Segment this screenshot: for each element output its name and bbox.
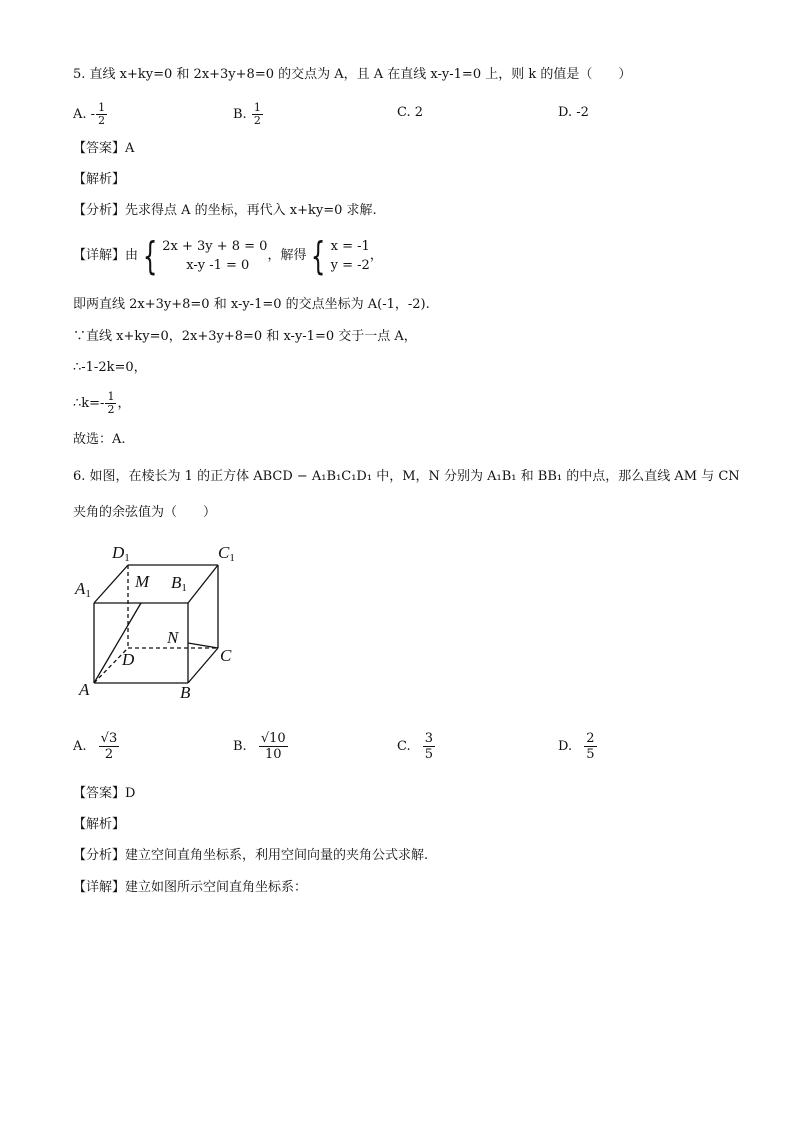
- option-letter: D.: [558, 105, 573, 120]
- label-b1: B1: [171, 573, 187, 594]
- q6-option-a: [73, 731, 120, 762]
- q5-line-3: ∴-1-2k=0，: [73, 360, 147, 375]
- solve-word: ，解得: [267, 248, 307, 263]
- solution-eq-1: x = -1: [330, 238, 370, 254]
- option-text: 2: [414, 105, 424, 120]
- q6-stem-line-2: 夹角的余弦值为（ ）: [73, 505, 217, 520]
- label-n: N: [167, 628, 179, 647]
- frac-den: 5: [424, 747, 434, 762]
- option-letter: C.: [397, 105, 411, 120]
- q5-stem: 5. 直线 x+ky=0 和 2x+3y+8=0 的交点为 A，且 A 在直线 x-y-1=0 上，则 k 的值是（ ）: [73, 67, 632, 82]
- q6-fenxi: [73, 847, 428, 865]
- fraction: [105, 391, 116, 416]
- q5-line-4: [73, 391, 130, 416]
- option-letter: A.: [73, 107, 87, 122]
- q5-option-a: [73, 102, 108, 127]
- label-m: M: [135, 572, 150, 591]
- q5-answer: [73, 140, 134, 158]
- system-eq-2: x-y -1 = 0: [186, 257, 250, 273]
- label-d1: D1: [112, 543, 130, 564]
- label-c: C: [220, 646, 232, 665]
- fraction: [252, 102, 263, 127]
- line4-pre: ∴k=-: [73, 396, 105, 411]
- answer-tag: 【答案】: [73, 141, 126, 156]
- answer-value: D: [125, 786, 136, 801]
- q5-option-b: [233, 102, 264, 127]
- q5-option-d: [558, 104, 589, 122]
- q6-analysis-tag: 【解析】: [73, 817, 126, 832]
- answer-value: A: [125, 141, 135, 156]
- edge-bc: [188, 648, 218, 683]
- cube-figure: [70, 540, 250, 705]
- q6-option-d: [558, 731, 598, 762]
- segment-am: [94, 603, 141, 683]
- fenxi-tag: 【分析】: [73, 848, 126, 863]
- frac-den: 2: [253, 114, 261, 127]
- left-brace-icon: {: [311, 233, 326, 278]
- label-a: A: [79, 680, 90, 699]
- label-a1: A1: [75, 579, 91, 600]
- fraction: [259, 731, 288, 762]
- q6-stem-line-1: 6. 如图，在棱长为 1 的正方体 ABCD − A₁B₁C₁D₁ 中，M，N 分别为 A₁B₁ 和 BB₁ 的中点，那么直线 AM 与 CN: [73, 469, 740, 484]
- system-eq-1: 2x + 3y + 8 = 0: [162, 238, 268, 254]
- frac-den: 2: [104, 747, 114, 762]
- solution-system: [331, 237, 370, 275]
- xiangjie-tag: 【详解】: [73, 880, 126, 895]
- option-letter: B.: [233, 107, 247, 122]
- solution-tail: ，: [369, 248, 383, 263]
- q5-option-c: [397, 104, 423, 122]
- option-sign: -: [90, 107, 96, 122]
- frac-num: 1: [98, 101, 106, 114]
- equation-system: [162, 237, 267, 275]
- q5-line-5: 故选：A.: [73, 432, 126, 447]
- option-text: -2: [576, 105, 589, 120]
- option-letter: A.: [73, 739, 87, 754]
- answer-tag: 【答案】: [73, 786, 126, 801]
- fenxi-text: 建立空间直角坐标系，利用空间向量的夹角公式求解.: [125, 848, 429, 863]
- frac-num: √10: [260, 731, 286, 746]
- frac-num: √3: [100, 731, 118, 746]
- line4-tail: ，: [117, 396, 131, 411]
- xiangjie-pre: 由: [125, 248, 139, 263]
- q5-line-2: ∵直线 x+ky=0，2x+3y+8=0 和 x-y-1=0 交于一点 A，: [73, 329, 417, 344]
- label-b: B: [180, 683, 191, 702]
- fraction: [423, 731, 435, 762]
- edge-b1c1: [188, 565, 218, 603]
- xiangjie-tag: 【详解】: [73, 248, 126, 263]
- fraction: [99, 731, 120, 762]
- frac-num: 2: [586, 731, 595, 746]
- q5-analysis-tag: 【解析】: [73, 172, 126, 187]
- option-letter: D.: [558, 739, 573, 754]
- label-c1: C1: [218, 543, 235, 564]
- solution-eq-2: y = -2: [330, 257, 370, 273]
- frac-den: 10: [264, 747, 282, 762]
- option-letter: C.: [397, 739, 411, 754]
- frac-num: 1: [253, 101, 261, 114]
- option-letter: B.: [233, 739, 247, 754]
- frac-num: 3: [424, 731, 434, 746]
- xiangjie-text: 建立如图所示空间直角坐标系：: [125, 880, 308, 895]
- fenxi-tag: 【分析】: [73, 203, 126, 218]
- q5-xiangjie: [73, 232, 383, 280]
- edge-a1d1: [94, 565, 128, 603]
- fraction: [584, 731, 596, 762]
- q6-option-b: [233, 731, 289, 762]
- frac-den: 2: [107, 403, 115, 416]
- left-brace-icon: {: [142, 233, 158, 278]
- q6-xiangjie: [73, 879, 307, 897]
- fenxi-text: 先求得点 A 的坐标，再代入 x+ky=0 求解.: [125, 203, 377, 218]
- frac-den: 2: [98, 114, 106, 127]
- frac-den: 5: [586, 747, 595, 762]
- q5-line-1: 即两直线 2x+3y+8=0 和 x-y-1=0 的交点坐标为 A(-1，-2).: [73, 297, 430, 312]
- q5-fenxi: [73, 202, 377, 220]
- fraction: [96, 102, 107, 127]
- frac-num: 1: [107, 390, 115, 403]
- label-d: D: [122, 650, 135, 669]
- segment-cn: [188, 643, 218, 648]
- q6-option-c: [397, 731, 436, 762]
- q6-answer: [73, 785, 135, 803]
